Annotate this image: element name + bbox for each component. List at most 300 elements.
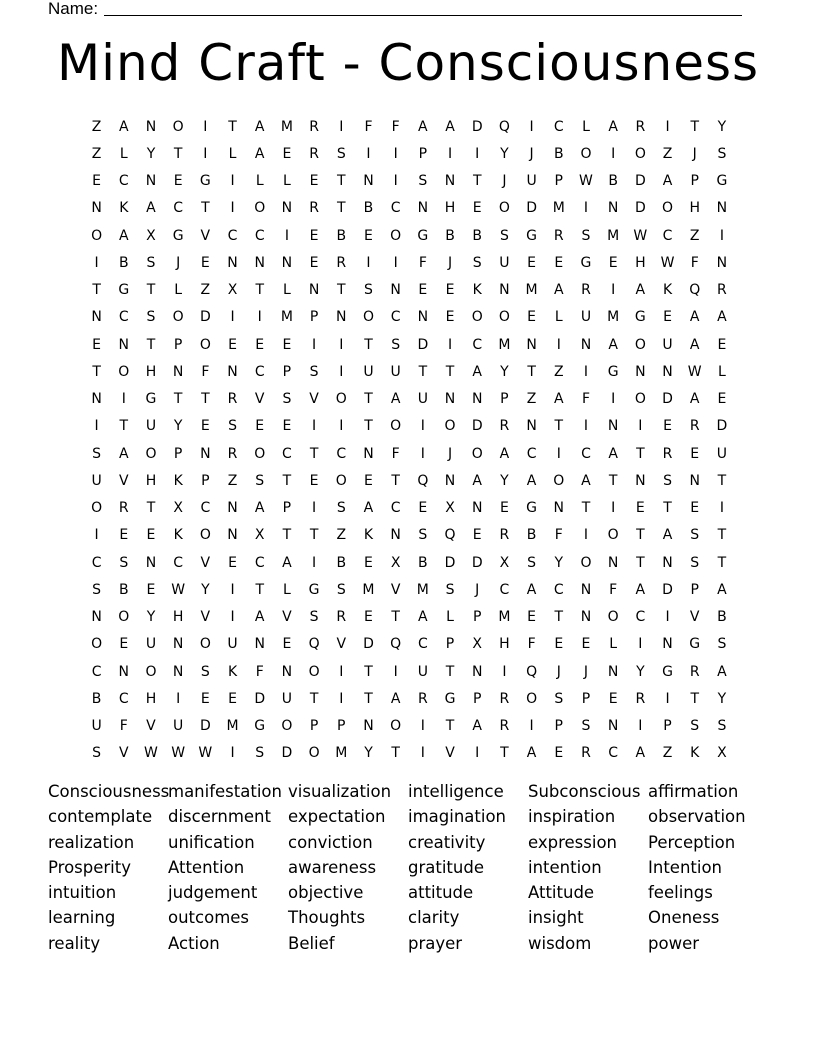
grid-letter[interactable]: V xyxy=(336,636,347,653)
grid-letter[interactable]: S xyxy=(581,718,591,735)
grid-letter[interactable]: Y xyxy=(554,554,564,571)
grid-letter[interactable]: D xyxy=(716,418,728,435)
grid-letter[interactable]: I xyxy=(230,745,235,762)
grid-letter[interactable]: N xyxy=(662,554,673,571)
grid-letter[interactable]: I xyxy=(638,418,643,435)
grid-letter[interactable]: R xyxy=(581,745,591,762)
grid-letter[interactable]: S xyxy=(92,745,102,762)
grid-letter[interactable]: A xyxy=(581,472,591,489)
grid-letter[interactable]: C xyxy=(390,309,401,326)
grid-letter[interactable]: A xyxy=(418,609,428,626)
grid-letter[interactable]: C xyxy=(526,445,537,462)
grid-letter[interactable]: T xyxy=(201,200,210,217)
grid-letter[interactable]: H xyxy=(444,200,456,217)
grid-letter[interactable]: A xyxy=(553,282,564,299)
grid-letter[interactable]: T xyxy=(690,118,699,135)
grid-letter[interactable]: E xyxy=(309,472,319,489)
grid-letter[interactable]: N xyxy=(607,663,619,680)
grid-letter[interactable]: Y xyxy=(146,609,156,626)
grid-letter[interactable]: T xyxy=(146,336,156,353)
grid-letter[interactable]: T xyxy=(337,282,346,299)
grid-letter[interactable]: I xyxy=(556,336,561,353)
grid-letter[interactable]: M xyxy=(362,581,375,598)
grid-letter[interactable]: S xyxy=(391,336,401,353)
grid-letter[interactable]: L xyxy=(609,636,618,653)
grid-letter[interactable]: Y xyxy=(500,472,509,489)
grid-letter[interactable]: N xyxy=(227,363,238,380)
grid-letter[interactable]: M xyxy=(335,745,348,762)
grid-letter[interactable]: I xyxy=(583,200,589,217)
grid-letter[interactable]: E xyxy=(200,690,210,707)
grid-letter[interactable]: T xyxy=(717,527,727,544)
grid-letter[interactable]: M xyxy=(552,200,565,217)
grid-letter[interactable]: E xyxy=(309,173,319,190)
grid-letter[interactable]: Q xyxy=(417,472,429,489)
grid-letter[interactable]: N xyxy=(716,200,728,217)
grid-letter[interactable]: I xyxy=(339,336,344,353)
grid-letter[interactable]: T xyxy=(500,745,509,762)
grid-letter[interactable]: A xyxy=(689,309,700,326)
grid-letter[interactable]: K xyxy=(119,200,129,217)
grid-letter[interactable]: C xyxy=(91,663,102,680)
grid-letter[interactable]: N xyxy=(444,472,456,489)
grid-letter[interactable]: D xyxy=(471,118,483,135)
grid-letter[interactable]: N xyxy=(145,173,157,190)
grid-letter[interactable]: V xyxy=(146,718,156,735)
grid-letter[interactable]: I xyxy=(583,418,589,435)
grid-letter[interactable]: E xyxy=(554,636,564,653)
grid-letter[interactable]: O xyxy=(526,690,538,707)
grid-letter[interactable]: E xyxy=(418,500,428,517)
grid-letter[interactable]: N xyxy=(390,527,401,544)
grid-letter[interactable]: S xyxy=(717,145,727,162)
grid-letter[interactable]: K xyxy=(662,282,673,299)
grid-letter[interactable]: I xyxy=(529,118,534,135)
grid-letter[interactable]: I xyxy=(420,445,425,462)
grid-letter[interactable]: Z xyxy=(227,472,238,489)
grid-letter[interactable]: O xyxy=(172,309,184,326)
grid-letter[interactable]: T xyxy=(92,363,101,380)
grid-letter[interactable]: D xyxy=(662,391,673,408)
grid-letter[interactable]: J xyxy=(556,663,561,680)
grid-letter[interactable]: X xyxy=(499,554,510,571)
grid-letter[interactable]: U xyxy=(91,472,102,489)
grid-letter[interactable]: C xyxy=(118,173,129,190)
grid-letter[interactable]: S xyxy=(499,227,509,244)
grid-letter[interactable]: A xyxy=(717,309,727,326)
grid-letter[interactable]: E xyxy=(663,418,672,435)
grid-letter[interactable]: W xyxy=(144,745,158,762)
grid-letter[interactable]: E xyxy=(690,445,700,462)
grid-letter[interactable]: A xyxy=(472,472,482,489)
grid-letter[interactable]: N xyxy=(227,500,238,517)
grid-letter[interactable]: O xyxy=(199,527,211,544)
grid-letter[interactable]: N xyxy=(308,282,320,299)
grid-letter[interactable]: Y xyxy=(717,118,727,135)
grid-letter[interactable]: N xyxy=(417,200,429,217)
grid-letter[interactable]: T xyxy=(364,391,373,408)
grid-letter[interactable]: N xyxy=(607,554,619,571)
grid-letter[interactable]: A xyxy=(499,445,510,462)
grid-letter[interactable]: S xyxy=(228,418,237,435)
grid-letter[interactable]: Z xyxy=(662,145,673,162)
grid-letter[interactable]: E xyxy=(364,227,373,244)
grid-letter[interactable]: J xyxy=(176,254,181,271)
grid-letter[interactable]: R xyxy=(689,418,700,435)
grid-letter[interactable]: O xyxy=(634,391,646,408)
grid-letter[interactable]: O xyxy=(580,145,592,162)
grid-letter[interactable]: E xyxy=(690,500,700,517)
grid-letter[interactable]: L xyxy=(228,145,237,162)
grid-letter[interactable]: A xyxy=(254,609,265,626)
grid-letter[interactable]: H xyxy=(499,636,510,653)
grid-letter[interactable]: T xyxy=(364,663,373,680)
grid-letter[interactable]: T xyxy=(309,445,319,462)
grid-letter[interactable]: X xyxy=(390,554,401,571)
grid-letter[interactable]: O xyxy=(91,227,103,244)
grid-letter[interactable]: N xyxy=(281,254,293,271)
grid-letter[interactable]: H xyxy=(635,254,646,271)
grid-letter[interactable]: X xyxy=(717,745,727,762)
grid-letter[interactable]: I xyxy=(447,145,453,162)
grid-letter[interactable]: W xyxy=(660,254,675,271)
grid-letter[interactable]: I xyxy=(611,391,616,408)
grid-letter[interactable]: G xyxy=(716,173,728,190)
grid-letter[interactable]: T xyxy=(364,418,373,435)
grid-letter[interactable]: A xyxy=(635,745,646,762)
grid-letter[interactable]: S xyxy=(364,282,373,299)
grid-letter[interactable]: M xyxy=(498,609,511,626)
grid-letter[interactable]: M xyxy=(498,336,511,353)
grid-letter[interactable]: S xyxy=(336,145,346,162)
grid-letter[interactable]: E xyxy=(445,282,455,299)
grid-letter[interactable]: U xyxy=(417,391,428,408)
grid-letter[interactable]: E xyxy=(282,336,292,353)
grid-letter[interactable]: D xyxy=(281,745,293,762)
grid-letter[interactable]: E xyxy=(200,418,210,435)
grid-letter[interactable]: W xyxy=(198,745,213,762)
grid-letter[interactable]: T xyxy=(282,472,292,489)
grid-letter[interactable]: T xyxy=(717,472,727,489)
grid-letter[interactable]: P xyxy=(201,472,210,489)
grid-letter[interactable]: I xyxy=(719,227,724,244)
grid-letter[interactable]: T xyxy=(636,527,645,544)
grid-letter[interactable]: N xyxy=(281,663,293,680)
grid-letter[interactable]: N xyxy=(91,609,102,626)
grid-letter[interactable]: O xyxy=(335,391,347,408)
grid-letter[interactable]: S xyxy=(717,636,727,653)
grid-letter[interactable]: N xyxy=(607,418,619,435)
grid-letter[interactable]: S xyxy=(581,227,591,244)
grid-letter[interactable]: U xyxy=(662,336,673,353)
grid-letter[interactable]: R xyxy=(689,663,700,680)
grid-letter[interactable]: E xyxy=(472,200,482,217)
grid-letter[interactable]: S xyxy=(146,309,156,326)
grid-letter[interactable]: N xyxy=(526,336,537,353)
grid-letter[interactable]: T xyxy=(445,663,455,680)
grid-letter[interactable]: F xyxy=(364,118,373,135)
grid-letter[interactable]: O xyxy=(444,418,456,435)
grid-letter[interactable]: R xyxy=(309,145,319,162)
grid-letter[interactable]: W xyxy=(579,173,593,190)
grid-letter[interactable]: N xyxy=(580,336,592,353)
grid-letter[interactable]: M xyxy=(280,309,293,326)
grid-letter[interactable]: H xyxy=(145,472,157,489)
grid-letter[interactable]: V xyxy=(200,609,211,626)
grid-letter[interactable]: N xyxy=(417,309,429,326)
grid-letter[interactable]: N xyxy=(118,663,130,680)
grid-letter[interactable]: I xyxy=(638,636,643,653)
grid-letter[interactable]: E xyxy=(554,254,564,271)
grid-letter[interactable]: E xyxy=(173,173,183,190)
grid-letter[interactable]: I xyxy=(312,418,317,435)
grid-letter[interactable]: N xyxy=(526,418,537,435)
grid-letter[interactable]: E xyxy=(255,336,265,353)
grid-letter[interactable]: I xyxy=(366,145,371,162)
grid-letter[interactable]: B xyxy=(118,254,129,271)
grid-letter[interactable]: F xyxy=(527,636,536,653)
grid-letter[interactable]: D xyxy=(363,636,374,653)
grid-letter[interactable]: O xyxy=(553,472,565,489)
grid-letter[interactable]: A xyxy=(526,581,537,598)
grid-letter[interactable]: G xyxy=(118,282,130,299)
grid-letter[interactable]: D xyxy=(199,718,211,735)
grid-letter[interactable]: R xyxy=(499,418,510,435)
grid-letter[interactable]: I xyxy=(312,554,317,571)
grid-letter[interactable]: Z xyxy=(91,118,102,135)
grid-letter[interactable]: D xyxy=(199,309,211,326)
grid-letter[interactable]: D xyxy=(254,690,266,707)
grid-letter[interactable]: X xyxy=(146,227,156,244)
grid-letter[interactable]: N xyxy=(91,309,102,326)
grid-letter[interactable]: O xyxy=(254,445,266,462)
grid-letter[interactable]: O xyxy=(471,445,483,462)
grid-letter[interactable]: N xyxy=(91,200,102,217)
grid-letter[interactable]: Q xyxy=(526,663,538,680)
grid-letter[interactable]: I xyxy=(583,527,589,544)
grid-letter[interactable]: R xyxy=(118,500,129,517)
grid-letter[interactable]: N xyxy=(607,718,619,735)
grid-letter[interactable]: K xyxy=(173,472,183,489)
grid-letter[interactable]: N xyxy=(336,309,347,326)
grid-letter[interactable]: P xyxy=(309,718,319,735)
grid-letter[interactable]: I xyxy=(393,173,398,190)
grid-letter[interactable]: W xyxy=(171,581,186,598)
grid-letter[interactable]: Q xyxy=(444,527,456,544)
grid-letter[interactable]: Z xyxy=(200,282,211,299)
grid-letter[interactable]: D xyxy=(526,200,537,217)
grid-letter[interactable]: A xyxy=(146,200,156,217)
grid-letter[interactable]: C xyxy=(499,581,510,598)
grid-letter[interactable]: R xyxy=(581,282,591,299)
grid-letter[interactable]: N xyxy=(145,118,157,135)
grid-letter[interactable]: A xyxy=(662,173,673,190)
grid-letter[interactable]: O xyxy=(607,609,619,626)
grid-letter[interactable]: F xyxy=(255,663,264,680)
grid-letter[interactable]: S xyxy=(554,690,564,707)
grid-letter[interactable]: G xyxy=(199,173,211,190)
grid-letter[interactable]: T xyxy=(364,336,373,353)
grid-letter[interactable]: U xyxy=(173,718,184,735)
grid-letter[interactable]: C xyxy=(553,581,564,598)
grid-letter[interactable]: N xyxy=(471,663,483,680)
grid-letter[interactable]: I xyxy=(94,527,99,544)
grid-letter[interactable]: R xyxy=(499,718,510,735)
grid-letter[interactable]: R xyxy=(309,118,319,135)
grid-letter[interactable]: U xyxy=(145,636,157,653)
grid-letter[interactable]: C xyxy=(390,200,401,217)
grid-letter[interactable]: I xyxy=(611,145,616,162)
grid-letter[interactable]: M xyxy=(607,227,620,244)
grid-letter[interactable]: N xyxy=(172,636,184,653)
grid-letter[interactable]: T xyxy=(255,581,264,598)
grid-letter[interactable]: N xyxy=(662,636,673,653)
grid-letter[interactable]: I xyxy=(230,609,235,626)
grid-letter[interactable]: G xyxy=(308,581,320,598)
grid-letter[interactable]: F xyxy=(581,391,590,408)
grid-letter[interactable]: I xyxy=(339,118,344,135)
grid-letter[interactable]: Y xyxy=(364,745,373,762)
grid-letter[interactable]: P xyxy=(690,173,699,190)
grid-letter[interactable]: N xyxy=(662,363,673,380)
grid-letter[interactable]: J xyxy=(529,145,534,162)
grid-letter[interactable]: G xyxy=(607,363,619,380)
grid-letter[interactable]: O xyxy=(199,636,211,653)
grid-letter[interactable]: T xyxy=(146,500,156,517)
grid-letter[interactable]: E xyxy=(92,336,102,353)
grid-letter[interactable]: T xyxy=(554,418,564,435)
grid-letter[interactable]: S xyxy=(92,445,102,462)
grid-letter[interactable]: E xyxy=(663,309,672,326)
grid-letter[interactable]: E xyxy=(255,418,265,435)
grid-letter[interactable]: V xyxy=(282,609,292,626)
grid-letter[interactable]: E xyxy=(717,336,727,353)
grid-letter[interactable]: L xyxy=(119,145,128,162)
grid-letter[interactable]: I xyxy=(339,363,344,380)
grid-letter[interactable]: E xyxy=(92,173,102,190)
grid-letter[interactable]: G xyxy=(145,391,157,408)
grid-letter[interactable]: C xyxy=(282,445,292,462)
grid-letter[interactable]: P xyxy=(690,581,699,598)
grid-letter[interactable]: I xyxy=(284,227,289,244)
grid-letter[interactable]: X xyxy=(445,500,455,517)
grid-letter[interactable]: G xyxy=(689,636,701,653)
grid-letter[interactable]: I xyxy=(312,336,317,353)
grid-letter[interactable]: Z xyxy=(336,527,347,544)
grid-letter[interactable]: T xyxy=(581,500,591,517)
grid-letter[interactable]: F xyxy=(119,718,128,735)
grid-letter[interactable]: O xyxy=(172,118,184,135)
grid-letter[interactable]: I xyxy=(230,200,235,217)
grid-letter[interactable]: C xyxy=(635,609,646,626)
grid-letter[interactable]: P xyxy=(663,718,672,735)
grid-letter[interactable]: C xyxy=(118,309,129,326)
grid-letter[interactable]: E xyxy=(146,581,156,598)
grid-letter[interactable]: T xyxy=(663,500,672,517)
grid-letter[interactable]: C xyxy=(173,200,184,217)
grid-letter[interactable]: P xyxy=(472,690,482,707)
grid-letter[interactable]: G xyxy=(662,663,673,680)
grid-letter[interactable]: N xyxy=(689,472,700,489)
grid-letter[interactable]: P xyxy=(418,145,428,162)
grid-letter[interactable]: E xyxy=(228,554,237,571)
grid-letter[interactable]: J xyxy=(583,663,589,680)
grid-letter[interactable]: S xyxy=(445,581,455,598)
grid-letter[interactable]: E xyxy=(499,500,509,517)
grid-letter[interactable]: V xyxy=(118,472,129,489)
grid-letter[interactable]: I xyxy=(339,663,344,680)
grid-letter[interactable]: G xyxy=(526,227,538,244)
grid-letter[interactable]: U xyxy=(390,363,401,380)
grid-letter[interactable]: A xyxy=(717,663,727,680)
grid-letter[interactable]: E xyxy=(309,227,319,244)
grid-letter[interactable]: H xyxy=(689,200,700,217)
grid-letter[interactable]: E xyxy=(228,336,237,353)
grid-letter[interactable]: Y xyxy=(717,690,727,707)
grid-letter[interactable]: I xyxy=(719,500,724,517)
grid-letter[interactable]: J xyxy=(447,254,453,271)
grid-letter[interactable]: K xyxy=(363,527,374,544)
grid-letter[interactable]: I xyxy=(420,418,425,435)
grid-letter[interactable]: R xyxy=(635,118,646,135)
grid-letter[interactable]: E xyxy=(527,254,537,271)
grid-letter[interactable]: E xyxy=(309,254,319,271)
grid-letter[interactable]: L xyxy=(554,309,563,326)
grid-letter[interactable]: N xyxy=(91,391,102,408)
grid-letter[interactable]: S xyxy=(119,554,129,571)
grid-letter[interactable]: V xyxy=(200,227,211,244)
grid-letter[interactable]: Q xyxy=(308,636,320,653)
grid-letter[interactable]: S xyxy=(717,718,727,735)
grid-letter[interactable]: I xyxy=(230,309,235,326)
grid-letter[interactable]: S xyxy=(690,554,700,571)
grid-letter[interactable]: J xyxy=(475,581,480,598)
grid-letter[interactable]: R xyxy=(635,690,646,707)
grid-letter[interactable]: M xyxy=(416,581,429,598)
grid-letter[interactable]: D xyxy=(634,200,646,217)
grid-letter[interactable]: U xyxy=(499,254,510,271)
grid-letter[interactable]: E xyxy=(146,527,156,544)
grid-letter[interactable]: N xyxy=(499,282,510,299)
grid-letter[interactable]: R xyxy=(499,690,510,707)
grid-letter[interactable]: Q xyxy=(689,282,701,299)
grid-letter[interactable]: O xyxy=(580,554,592,571)
grid-letter[interactable]: I xyxy=(312,500,317,517)
grid-letter[interactable]: P xyxy=(554,718,563,735)
grid-letter[interactable]: E xyxy=(282,145,292,162)
grid-letter[interactable]: A xyxy=(118,227,129,244)
grid-letter[interactable]: P xyxy=(337,718,346,735)
grid-letter[interactable]: Z xyxy=(91,145,102,162)
grid-letter[interactable]: M xyxy=(280,118,293,135)
grid-letter[interactable]: K xyxy=(472,282,482,299)
grid-letter[interactable]: G xyxy=(580,254,592,271)
grid-letter[interactable]: L xyxy=(283,581,291,598)
grid-letter[interactable]: E xyxy=(472,527,482,544)
grid-letter[interactable]: S xyxy=(418,527,428,544)
grid-letter[interactable]: U xyxy=(363,363,374,380)
grid-letter[interactable]: I xyxy=(420,718,425,735)
grid-letter[interactable]: T xyxy=(173,391,183,408)
name-underline[interactable] xyxy=(104,15,742,16)
grid-letter[interactable]: N xyxy=(580,581,592,598)
grid-letter[interactable]: O xyxy=(91,636,103,653)
grid-letter[interactable]: R xyxy=(336,254,347,271)
grid-letter[interactable]: H xyxy=(172,609,184,626)
grid-letter[interactable]: N xyxy=(580,609,592,626)
grid-letter[interactable]: B xyxy=(418,554,428,571)
grid-letter[interactable]: N xyxy=(227,254,238,271)
